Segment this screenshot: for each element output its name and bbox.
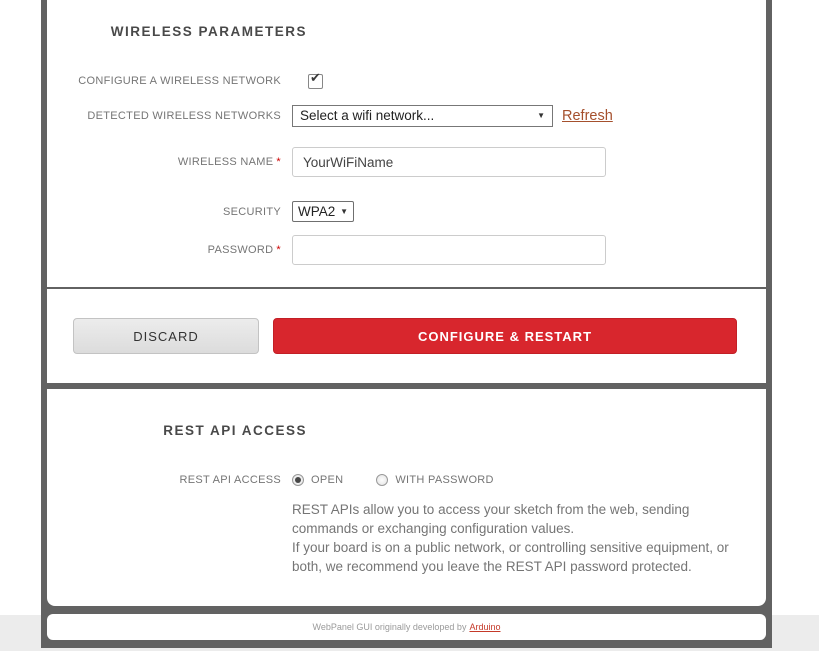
configure-network-row: [47, 69, 766, 89]
wireless-name-label: WIRELESS NAME *: [177, 156, 281, 168]
dropdown-arrow-icon: ▼: [537, 111, 545, 120]
detected-networks-row: [47, 104, 766, 127]
footer-gap: [47, 606, 766, 614]
rest-api-row: [47, 473, 766, 487]
wifi-network-select-value: Select a wifi network...: [300, 108, 435, 123]
rest-api-open-label: OPEN: [311, 474, 344, 486]
wifi-network-select[interactable]: [292, 105, 553, 127]
password-input[interactable]: [292, 235, 606, 265]
rest-api-panel: [47, 389, 766, 606]
refresh-link[interactable]: Refresh: [562, 107, 613, 124]
rest-api-heading: REST API ACCESS: [163, 423, 307, 438]
password-label: PASSWORD *: [207, 244, 281, 256]
rest-api-password-label: WITH PASSWORD: [395, 474, 494, 486]
detected-networks-label: DETECTED WIRELESS NETWORKS: [87, 109, 281, 122]
checkmark-icon: ✔: [310, 69, 321, 85]
security-select[interactable]: [292, 201, 354, 222]
configure-restart-button[interactable]: CONFIGURE & RESTART: [273, 318, 737, 354]
footer-text: WebPanel GUI originally developed by: [312, 622, 467, 632]
rest-api-description: [292, 500, 744, 576]
security-select-value: WPA2: [298, 204, 336, 219]
security-row: [47, 200, 766, 223]
rest-api-description-line2: If your board is on a public network, or controlling sensitive equipment, or both, we recommend you leave the REST API password protected.: [292, 540, 729, 574]
required-asterisk: *: [276, 156, 281, 168]
rest-api-label: REST API ACCESS: [179, 474, 281, 486]
dropdown-arrow-icon: ▼: [340, 207, 348, 216]
password-row: [47, 235, 766, 265]
configure-network-checkbox[interactable]: [308, 69, 323, 89]
wireless-name-input[interactable]: [292, 147, 606, 177]
actions-panel: [47, 289, 766, 383]
discard-button[interactable]: DISCARD: [73, 318, 259, 354]
required-asterisk: *: [276, 244, 281, 256]
configure-network-label: CONFIGURE A WIRELESS NETWORK: [78, 75, 281, 87]
content-frame: [41, 0, 772, 648]
wireless-parameters-panel: [47, 0, 766, 287]
footer-bar: [47, 614, 766, 640]
wireless-parameters-heading: WIRELESS PARAMETERS: [110, 24, 307, 39]
security-label: SECURITY: [222, 205, 281, 218]
wireless-name-row: [47, 147, 766, 177]
rest-api-open-radio[interactable]: [292, 474, 304, 486]
footer-arduino-link[interactable]: Arduino: [469, 622, 501, 632]
rest-api-password-radio[interactable]: [376, 474, 388, 486]
rest-api-description-line1: REST APIs allow you to access your sketch from the web, sending commands or exchanging configuration values.: [292, 502, 690, 536]
